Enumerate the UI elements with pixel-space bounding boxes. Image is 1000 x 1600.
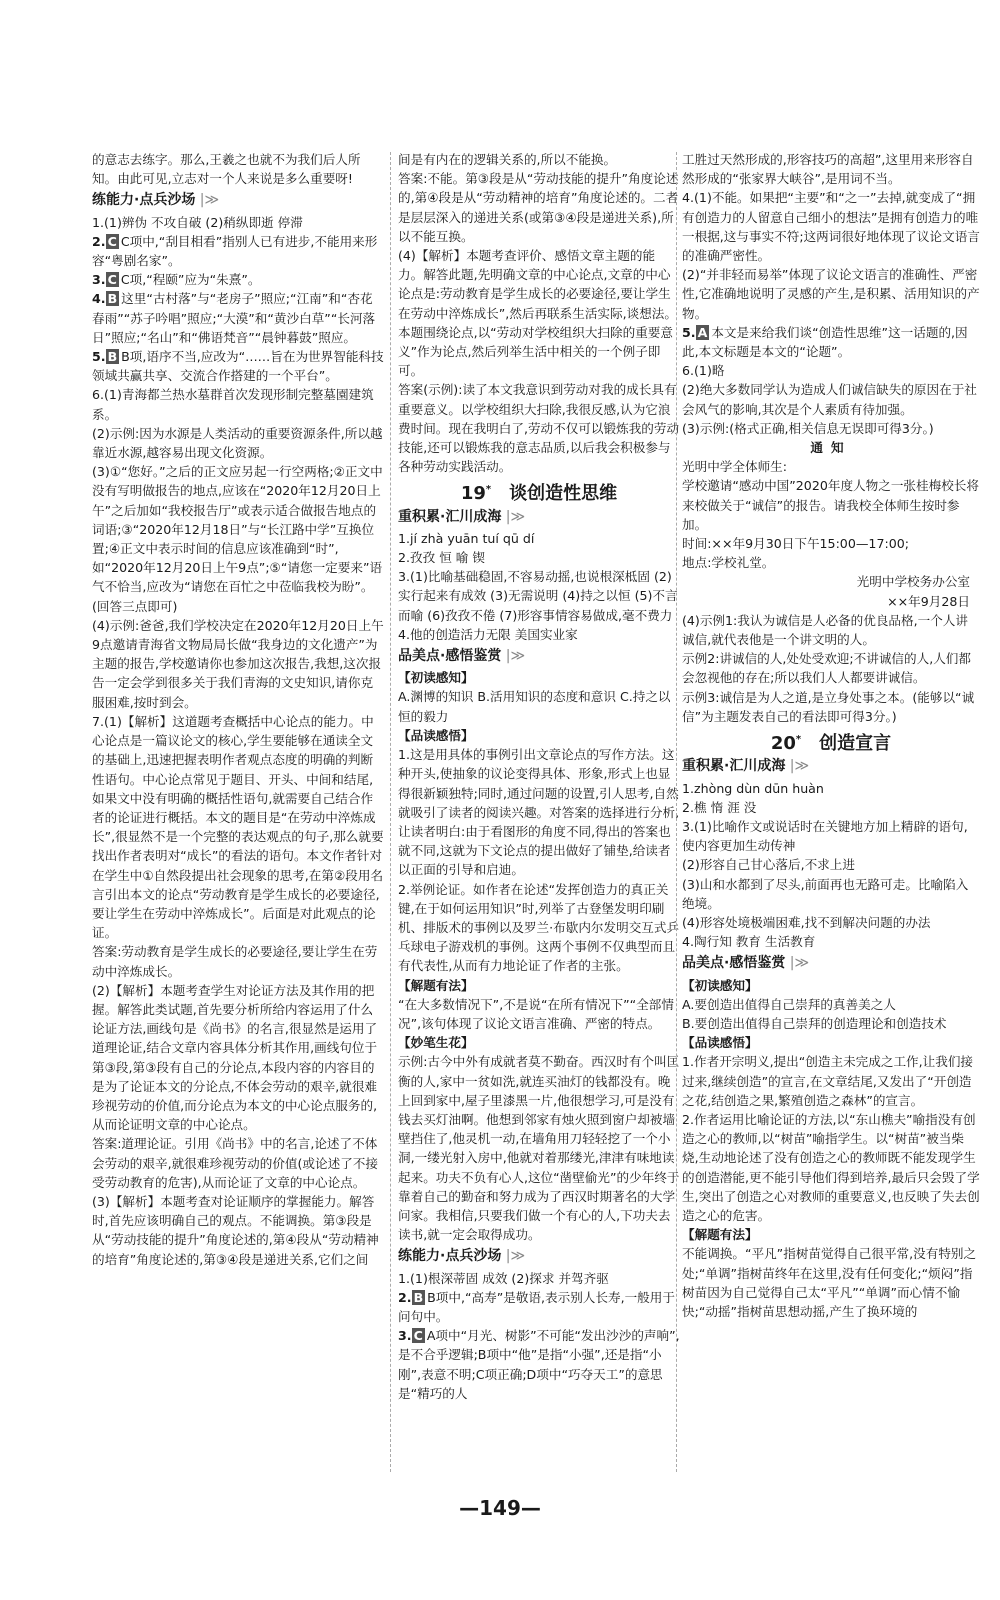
notice-signature: ××年9月28日 [887, 593, 970, 609]
section-title: 品美点·感悟鉴赏 [682, 955, 786, 972]
paragraph: 答案:道理论证。引用《尚书》中的名言,论述了不体会劳动的艰辛,就很难珍视劳动的价值(或论述了不接受劳动教育的危害),从而论证了文章的中心论点。 [92, 1136, 378, 1190]
paragraph: 2.作者运用比喻论证的方法,以“东山樵夫”喻指没有创造之心的教师,以“树苗”喻指学生。以“树苗”被当柴烧,生动地论述了没有创造之心的教师既不能发现学生的创造潜能,更不能引导他们得到培养,最后只会毁了学生,突出了创造之心对教师的重要意义,也反映了失去创造之心的危害。 [682, 1111, 980, 1223]
section-heading [682, 954, 980, 973]
paragraph: 1.作者开宗明义,提出“创造主未完成之工作,让我们接过来,继续创造”的宣言,在文章结尾,又发出了“开创造之花,结创造之果,繁殖创造之森林”的宣言。 [682, 1054, 974, 1108]
subsection-label: 【品读感悟】 [398, 727, 474, 743]
answer-badge: A [697, 324, 708, 340]
answer-item [92, 232, 384, 270]
chapter-name: 创造宣言 [819, 733, 892, 755]
item-text: 本文是来给我们谈“创造性思维”这一话题的,因此,本文标题是本文的“论题”。 [682, 324, 968, 360]
subsection-label: 【品读感悟】 [682, 1035, 758, 1051]
paragraph: 6.(1)青海都兰热水墓群首次发现形制完整墓園建筑系。 [92, 387, 374, 422]
paragraph: 学校邀请“感动中国”2020年度人物之一张桂梅校长将来校做关于“诚信”的报告。请我校全体师生按时参加。 [682, 478, 979, 532]
item-number: 2. [92, 233, 106, 249]
paragraph: 答案:劳动教育是学生成长的必要途径,要让学生在劳动中淬炼成长。 [92, 944, 378, 979]
section-bar: |≫ [501, 648, 526, 665]
paragraph: (2)形容自己甘心落后,不求上进 [682, 857, 855, 873]
paragraph: 3.(1)比喻基础稳固,不容易动摇,也说根深柢固 (2)实行起来有成效 (3)无需说明 (4)持之以恒 (5)不言而喻 (6)孜孜不倦 (7)形容事情容易做成,毫不费力 [398, 569, 678, 623]
paragraph: A.渊博的知识 B.活用知识的态度和意识 C.持之以恒的毅力 [398, 689, 671, 724]
answer-item [92, 289, 384, 347]
paragraph: (3)山和水都到了尽头,前面再也无路可走。比喻陷入绝境。 [682, 876, 969, 911]
paragraph: A.要创造出值得自己崇拜的真善美之人 [682, 996, 896, 1012]
chapter-title [682, 730, 980, 753]
paragraph: 光明中学全体师生: [682, 459, 787, 475]
chapter-number: 20 [770, 733, 796, 755]
paragraph: 示例2:讲诚信的人,处处受欢迎;不讲诚信的人,人们都会忽视他的存在;所以我们人人都要讲诚信。 [682, 651, 971, 686]
paragraph: 地点:学校礼堂。 [682, 555, 775, 571]
answer-item [92, 347, 384, 385]
paragraph: (3)【解析】本题考查对论证顺序的掌握能力。解答时,首先应该明确自己的观点。不能调换。第③段是从“劳动技能的提升”角度论述的,第④段从“劳动精神的培育”角度论述的,第③④段是递进关系,它们之间 [92, 1193, 379, 1267]
paragraph: (4)形容处境极端困难,找不到解决问题的办法 [682, 914, 931, 930]
paragraph: 的意志去练字。那么,王羲之也就不为我们后人所知。由此可见,立志对一个人来说是多么重要呀! [92, 152, 361, 187]
paragraph: 1.jí zhà yuān tuí qū dí [398, 530, 535, 546]
item-text: C项,“程颐”应为“朱熹”。 [120, 272, 261, 288]
paragraph: 4.他的创造活力无限 美国实业家 [398, 626, 578, 642]
column-divider [676, 152, 677, 1472]
paragraph: (2)绝大多数同学认为造成人们诚信缺失的原因在于社会风气的影响,其次是个人素质有待加强。 [682, 382, 977, 417]
section-bar: |≫ [501, 1248, 526, 1265]
paragraph: (2)“并非轻而易举”体现了议论文语言的准确性、严密性,它准确地说明了灵感的产生,是积累、活用知识的产物。 [682, 267, 980, 321]
paragraph: 4.陶行知 教育 生活教育 [682, 934, 816, 950]
paragraph: 示例3:诚信是为人之道,是立身处事之本。(能够以“诚信”为主题发表自己的看法即可得3分。) [682, 689, 975, 724]
answer-badge: B [107, 291, 118, 307]
item-number: 4. [92, 291, 106, 307]
item-number: 3. [92, 272, 106, 288]
chapter-title [398, 480, 680, 503]
item-text: A项中“月光、树影”不可能“发出沙沙的声响”,是不合乎逻辑;B项中“他”是指“小强”,还是指“小刚”,表意不明;C项正确;D项中“巧夺天工”的意思是“精巧的人 [398, 1328, 680, 1401]
paragraph: 1.(1)根深蒂固 成效 (2)探求 并驾齐驱 [398, 1270, 609, 1286]
item-number: 5. [92, 349, 106, 365]
answer-badge: B [413, 1289, 424, 1305]
paragraph: 2.樵 惰 涯 没 [682, 799, 757, 815]
subsection-label: 【初读感知】 [398, 670, 474, 686]
section-heading [398, 508, 680, 527]
answer-item [398, 1326, 680, 1403]
paragraph: (2)示例:因为水源是人类活动的重要资源条件,所以越靠近水源,越容易出现文化资源。 [92, 425, 383, 461]
subsection-label: 【妙笔生花】 [398, 1035, 474, 1051]
column-left [92, 150, 384, 1269]
subsection-label: 【初读感知】 [682, 977, 758, 993]
section-heading [92, 191, 384, 210]
paragraph: 不能调换。“平凡”指树苗觉得自己很平常,没有特别之处;“单调”指树苗终年在这里,没有任何变化;“烦闷”指树苗因为自己觉得自己太“平凡”“单调”而心情不愉快;“动摇”指树苗思想动摇,产生了换环境的 [682, 1246, 977, 1319]
notice-signature: 光明中学校务办公室 [856, 574, 970, 590]
notice-title: 通知 [810, 440, 852, 456]
answer-badge: C [413, 1328, 423, 1344]
paragraph: 答案(示例):读了本文我意识到劳动对我的成长具有重要意义。以学校组织大扫除,我很反感,认为它浪费时间。现在我明白了,劳动不仅可以锻炼我的劳动技能,还可以锻炼我的意志品质,以后我会积极参与各种劳动实践活动。 [398, 382, 680, 475]
section-bar: |≫ [785, 955, 810, 972]
item-text: C项中,“刮目相看”指别人已有进步,不能用来形容“粤剧名家”。 [92, 233, 378, 269]
answer-item [682, 323, 980, 361]
chapter-star: * [795, 734, 802, 746]
section-title: 练能力·点兵沙场 [92, 192, 196, 209]
section-title: 重积累·汇川成海 [682, 758, 786, 775]
answer-badge: B [107, 349, 118, 365]
paragraph: “在大多数情况下”,不是说“在所有情况下”“全部情况”,该句体现了议论文语言准确、严密的特点。 [398, 996, 674, 1031]
section-title: 练能力·点兵沙场 [398, 1248, 502, 1265]
chapter-name: 谈创造性思维 [509, 483, 618, 505]
column-middle [398, 150, 680, 1403]
answer-item [92, 270, 384, 289]
paragraph: (4)示例:爸爸,我们学校决定在2020年12月20日上午9点邀请青海省文物局局长做“我身边的文化遗产”为主题的报告,学校邀请你也参加这次报告,我想,这次报告一定会学到很多关于我们青海的文史知识,请你克服困难,按时到会。 [92, 617, 384, 710]
column-divider [390, 152, 391, 1472]
paragraph: 4.(1)不能。如果把“主要”和“之一”去掉,就变成了“拥有创造力的人留意自己细小的想法”是拥有创造力的唯一根据,这与事实不符;这两词很好地体现了议论文语言的准确严密性。 [682, 190, 980, 264]
paragraph: 6.(1)略 [682, 363, 725, 379]
paragraph: (3)示例:(格式正确,相关信息无误即可得3分。) [682, 420, 934, 436]
item-text: B项,语序不当,应改为“……旨在为世界智能科技领域共赢共享、交流合作搭建的一个平台”。 [92, 349, 384, 384]
paragraph: (4)示例1:我认为诚信是人必备的优良品格,一个人讲诚信,就代表他是一个讲文明的人。 [682, 612, 968, 648]
subsection-label: 【解题有法】 [398, 977, 474, 993]
section-heading [398, 1247, 680, 1266]
section-heading [682, 757, 980, 776]
paragraph: (2)【解析】本题考查学生对论证方法及其作用的把握。解答此类试题,首先要分析所给内容运用了什么论证方法,画线句是《尚书》的名言,很显然是运用了道理论证,结合文章内容具体分析其作用,画线句位于第③段,第③段有自己的分论点,本段内容的内容目的是为了论证本文的分论点,不体会劳动的艰辛,就很难珍视劳动的价值,而分论点为本文的中心论点服务的,从而论证明文章的中心论点。 [92, 982, 378, 1133]
paragraph: 2.孜孜 恒 喻 锲 [398, 550, 485, 566]
chapter-star: * [485, 484, 492, 496]
subsection-label: 【解题有法】 [682, 1227, 758, 1243]
answer-badge: C [107, 233, 117, 249]
paragraph: (3)①“您好。”之后的正文应另起一行空两格;②正文中没有写明做报告的地点,应该在“2020年12月20日上午”之后加如“我校报告厅”或表示适合做报告地点的词语;③“2020年12月18日”与“长江路中学”互换位置;④正文中表示时间的信息应该准确到“时”,如“2020年12月20日上午9点”;⑤“请您一定要来”语气不恰当,应改为“请您在百忙之中莅临我校为盼”。(回答三点即可) [92, 464, 383, 614]
section-heading [398, 647, 680, 666]
paragraph: 示例:古今中外有成就者莫不勤奋。西汉时有个叫匡衡的人,家中一贫如洗,就连买油灯的钱都没有。晚上回到家中,屋子里漆黑一片,他很想学习,可是没有钱去买灯油啊。他想到邻家有烛火照到窗户却被墙壁挡住了,他灵机一动,在墙角用刀轻轻挖了一个小洞,一缕光射入房中,他就对着那缕光,津津有味地读起来。功夫不负有心人,这位“凿壁偷光”的少年终于靠着自己的勤奋和努力成为了西汉时期著名的大学问家。我相信,只要我们做一个有心的人,下功夫去读书,就一定会取得成功。 [398, 1054, 680, 1243]
answer-badge: C [107, 272, 117, 288]
page-number: —149— [459, 1496, 541, 1520]
chapter-number: 19 [460, 483, 486, 505]
column-right [682, 150, 980, 1321]
item-number: 5. [682, 324, 696, 340]
paragraph: B.要创造出值得自己崇拜的创造理论和创造技术 [682, 1015, 947, 1031]
paragraph: 3.(1)比喻作文或说话时在关键地方加上精辟的语句,使内容更加生动传神 [682, 818, 968, 854]
item-number: 3. [398, 1328, 412, 1344]
answer-item [398, 1288, 680, 1326]
paragraph: 间是有内在的逻辑关系的,所以不能换。 [398, 152, 617, 167]
paragraph: 1.这是用具体的事例引出文章论点的写作方法。这种开头,使抽象的议论变得具体、形象,形式上也显得很新颖独特;同时,通过问题的设置,引人思考,自然就吸引了读者的阅读兴趣。对答案的选择进行分析,让读者明白:由于看图形的角度不同,得出的答案也就不同,这就为下文论点的提出做好了铺垫,给读者以正面的引导和启迪。 [398, 747, 680, 878]
section-title: 品美点·感悟鉴赏 [398, 648, 502, 665]
section-bar: |≫ [195, 192, 220, 209]
section-bar: |≫ [785, 758, 810, 775]
paragraph: (4)【解析】本题考查评价、感悟文章主题的能力。解答此题,先明确文章的中心论点,文章的中心论点是:劳动教育是学生成长的必要途径,要让学生在劳动中淬炼成长”,然后再联系生活实际,谈想法。本题围绕论点,以“劳动对学校组织大扫除的重要意义”作为论点,然后列举生活中相关的一个例子即可。 [398, 248, 677, 379]
item-text: 这里“古村落”与“老房子”照应;“江南”和“杏花春雨”“苏子吟唱”照应;“大漠”和“黄沙白草”“长河落日”照应;“名山”和“佛语梵音”“晨钟暮鼓”照应。 [92, 291, 376, 345]
paragraph: 时间:××年9月30日下午15:00—17:00; [682, 536, 909, 552]
paragraph: 2.举例论证。如作者在论述“发挥创造力的真正关键,在于如何运用知识”时,列举了古登堡发明印刷机、排版术的事例以及罗兰·布歇内尔发明交互式乒乓球电子游戏机的事例。这两个事例不仅典型而且有代表性,从而有力地论证了作者的主张。 [398, 881, 680, 974]
paragraph: 答案:不能。第③段是从“劳动技能的提升”角度论述的,第④段是从“劳动精神的培育”角度论述的。二者是层层深入的递进关系(或第③④段是递进关系),所以不能互换。 [398, 171, 679, 244]
section-bar: |≫ [501, 508, 526, 525]
paragraph: 1.(1)辨伪 不攻自破 (2)稍纵即逝 停滞 [92, 214, 303, 230]
section-title: 重积累·汇川成海 [398, 508, 502, 525]
item-text: B项中,“高寿”是敬语,表示别人长寿,一般用于问句中。 [398, 1289, 675, 1324]
paragraph: 1.zhòng dùn dūn huàn [682, 780, 824, 796]
paragraph: 7.(1)【解析】这道题考查概括中心论点的能力。中心论点是一篇议论文的核心,学生要能够在通读全文的基础上,迅速把握表明作者观点态度的明确的判断性语句。中心论点常见于题目、开头、中间和结尾,如果文中没有明确的概括性语句,就需要自己结合作者的论证进行概括。本文的题目是“在劳动中淬炼成长”,很显然不是一个完整的表达观点的句子,那么就要找出作者表明对“成长”的看法的语句。本文作者针对在学生中①自然段提出社会现象的思考,在第②段用名言引出本文的论点“劳动教育是学生成长的必要途径,要让学生在劳动中淬炼成长”。后面是对此观点的论证。 [92, 713, 384, 941]
paragraph: 工胜过天然形成的,形容技巧的高超”,这里用来形容自然形成的“张家界大峡谷”,是用词不当。 [682, 152, 974, 187]
item-number: 2. [398, 1289, 412, 1305]
